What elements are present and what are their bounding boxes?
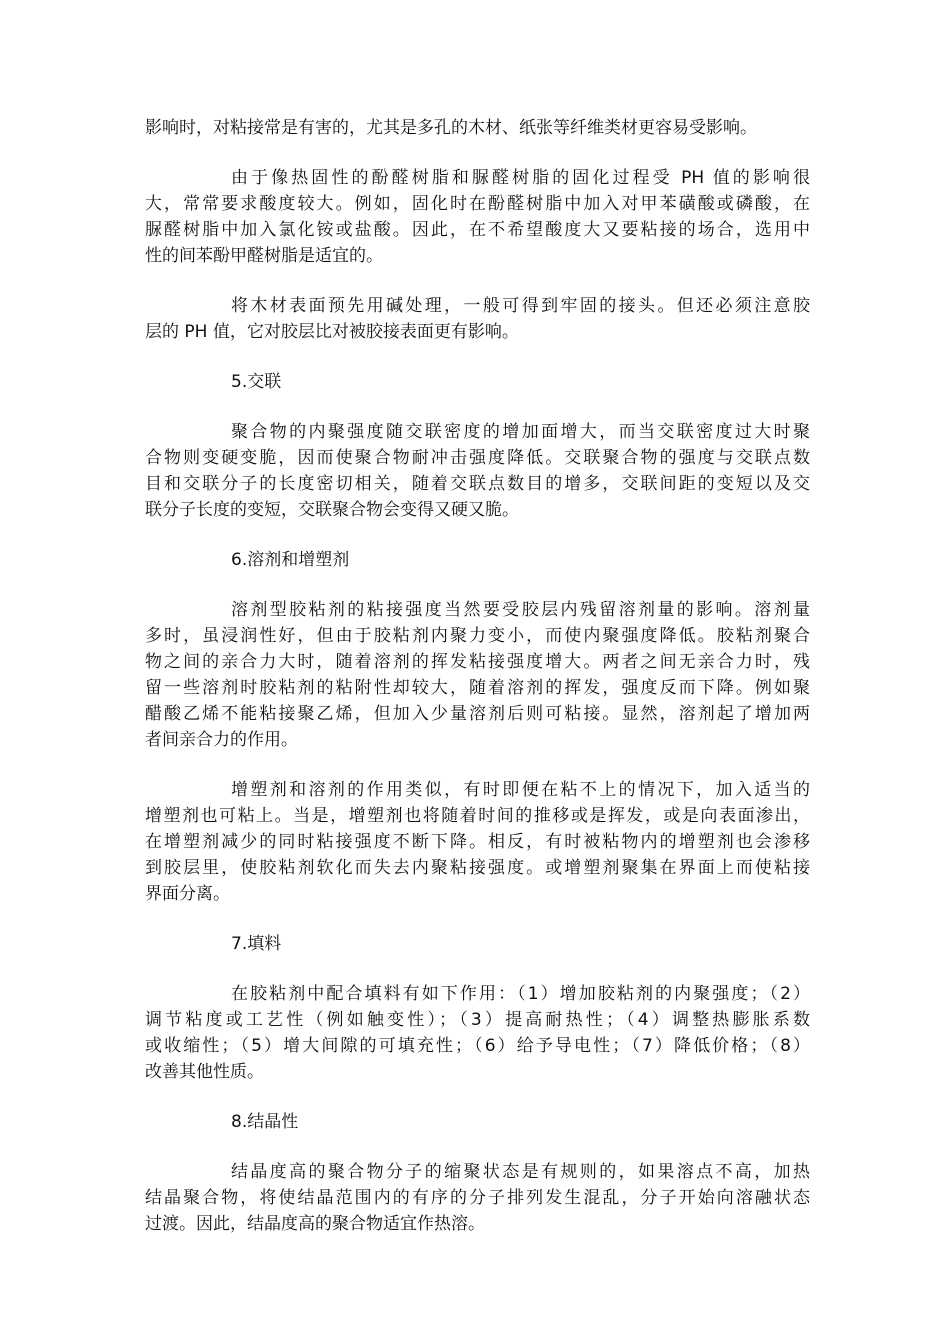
paragraph xyxy=(145,597,810,753)
paragraph-line: 改善其他性质。 xyxy=(145,1062,264,1082)
paragraph-line: 到胶层里，使胶粘剂软化而失去内聚粘接强度。或增塑剂聚集在界面上而使粘接 xyxy=(145,858,810,878)
paragraph-line: 目和交联分子的长度密切相关，随着交联点数目的增多，交联间距的变短以及交 xyxy=(145,474,810,494)
paragraph-line: 增塑剂也可粘上。当是，增塑剂也将随着时间的推移或是挥发，或是向表面渗出， xyxy=(145,806,810,826)
section-heading: 8.结晶性 xyxy=(231,1112,299,1132)
paragraph-line: 由于像热固性的酚醛树脂和脲醛树脂的固化过程受 PH 值的影响很 xyxy=(231,168,810,188)
paragraph-line: 结晶聚合物，将使结晶范围内的有序的分子排列发生混乱，分子开始向溶融状态 xyxy=(145,1188,810,1208)
paragraph-line: 性的间苯酚甲醛树脂是适宜的。 xyxy=(145,246,383,266)
paragraph xyxy=(145,777,810,907)
document-page xyxy=(145,115,810,1261)
paragraph-line: 影响时，对粘接常是有害的，尤其是多孔的木材、纸张等纤维类材更容易受影响。 xyxy=(145,118,757,138)
paragraph-line: 者间亲合力的作用。 xyxy=(145,730,298,750)
paragraph-line: 增塑剂和溶剂的作用类似，有时即便在粘不上的情况下，加入适当的 xyxy=(231,780,810,800)
paragraph xyxy=(145,419,810,523)
paragraph-line: 多时，虽浸润性好，但由于胶粘剂内聚力变小，而使内聚强度降低。胶粘剂聚合 xyxy=(145,626,810,646)
paragraph-line: 调节粘度或工艺性（例如触变性）；（3）提高耐热性；（4）调整热膨胀系数 xyxy=(145,1010,810,1030)
paragraph-line: 醋酸乙烯不能粘接聚乙烯，但加入少量溶剂后则可粘接。显然，溶剂起了增加两 xyxy=(145,704,810,724)
paragraph-line: 物之间的亲合力大时，随着溶剂的挥发粘接强度增大。两者之间无亲合力时，残 xyxy=(145,652,810,672)
paragraph-line: 联分子长度的变短，交联聚合物会变得又硬又脆。 xyxy=(145,500,519,520)
paragraph-line: 将木材表面预先用碱处理，一般可得到牢固的接头。但还必须注意胶 xyxy=(231,296,810,316)
paragraph xyxy=(145,1159,810,1237)
paragraph-line: 聚合物的内聚强度随交联密度的增加面增大，而当交联密度过大时聚 xyxy=(231,422,810,442)
paragraph-line: 界面分离。 xyxy=(145,884,230,904)
paragraph-line: 层的 PH 值，它对胶层比对被胶接表面更有影响。 xyxy=(145,322,519,342)
paragraph-line: 在胶粘剂中配合填料有如下作用：（1）增加胶粘剂的内聚强度；（2） xyxy=(231,984,810,1004)
paragraph xyxy=(145,981,810,1085)
section-heading: 5.交联 xyxy=(231,372,282,392)
paragraph-line: 溶剂型胶粘剂的粘接强度当然要受胶层内残留溶剂量的影响。溶剂量 xyxy=(231,600,810,620)
paragraph-line: 结晶度高的聚合物分子的缩聚状态是有规则的，如果溶点不高，加热 xyxy=(231,1162,810,1182)
paragraph-line: 或收缩性；（5）增大间隙的可填充性；（6）给予导电性；（7）降低价格；（8） xyxy=(145,1036,810,1056)
paragraph xyxy=(145,165,810,269)
paragraph-line: 脲醛树脂中加入氯化铵或盐酸。因此，在不希望酸度大又要粘接的场合，选用中 xyxy=(145,220,810,240)
paragraph-line: 留一些溶剂时胶粘剂的粘附性却较大，随着溶剂的挥发，强度反而下降。例如聚 xyxy=(145,678,810,698)
paragraph-line: 过渡。因此，结晶度高的聚合物适宜作热溶。 xyxy=(145,1214,485,1234)
paragraph xyxy=(145,293,810,345)
paragraph-line: 大，常常要求酸度较大。例如，固化时在酚醛树脂中加入对甲苯磺酸或磷酸，在 xyxy=(145,194,810,214)
paragraph xyxy=(145,115,810,141)
paragraph-line: 在增塑剂减少的同时粘接强度不断下降。相反，有时被粘物内的增塑剂也会渗移 xyxy=(145,832,810,852)
section-heading: 7.填料 xyxy=(231,934,282,954)
paragraph-line: 合物则变硬变脆，因而使聚合物耐冲击强度降低。交联聚合物的强度与交联点数 xyxy=(145,448,810,468)
section-heading: 6.溶剂和增塑剂 xyxy=(231,550,350,570)
